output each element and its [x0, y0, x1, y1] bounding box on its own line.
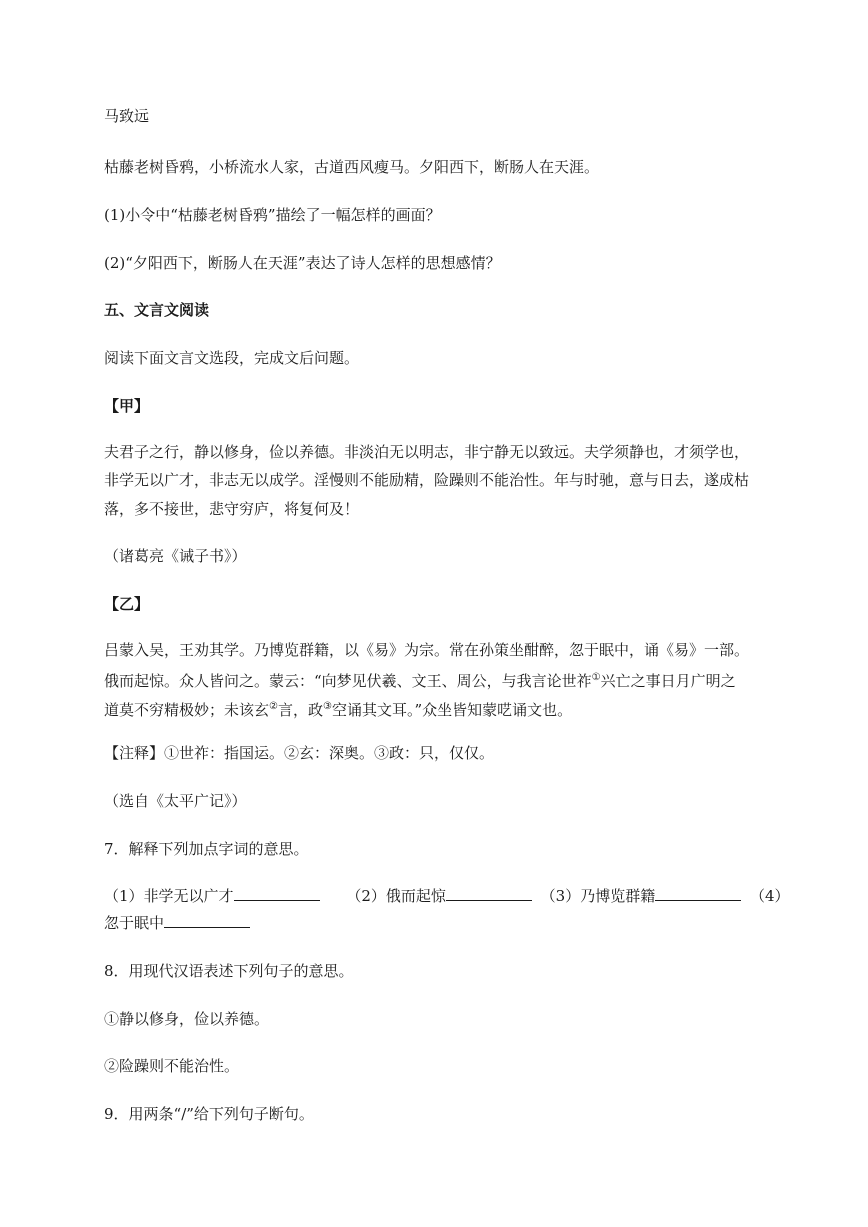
answer-blank-1[interactable] [234, 886, 320, 901]
footnote-marker-2: ② [269, 701, 278, 712]
poem-text: 枯藤老树昏鸦，小桥流水人家，古道西风瘦马。夕阳西下，断肠人在天涯。 [104, 158, 600, 176]
passage-label-yi: 【乙】 [104, 595, 150, 613]
question-8-sentence-2: ②险躁则不能治性。 [104, 1057, 240, 1075]
question-7: 7．解释下列加点字词的意思。 [104, 840, 309, 858]
question-9: 9．用两条“/”给下列句子断句。 [104, 1105, 314, 1123]
footnote-marker-3: ③ [323, 701, 332, 712]
passage-jia-line-1: 夫君子之行，静以修身，俭以养德。非淡泊无以明志，非宁静无以致远。夫学须静也，才须学也， [104, 443, 750, 461]
question-2: (2)“夕阳西下，断肠人在天涯”表达了诗人怎样的思想感情？ [104, 254, 501, 272]
answer-blank-3[interactable] [655, 886, 741, 901]
passage-yi-line-3: 道莫不穷精极妙；未该玄②言，政③空诵其文耳。”众坐皆知蒙呓诵文也。 [104, 701, 573, 719]
question-8: 8．用现代汉语表述下列句子的意思。 [104, 962, 354, 980]
passage-yi-line-1: 吕蒙入吴，王劝其学。乃博览群籍，以《易》为宗。常在孙策坐酣醉，忽于眠中，诵《易》一部。 [104, 641, 750, 659]
source-jia: （诸葛亮《诫子书》） [104, 547, 247, 565]
passage-label-jia: 【甲】 [104, 397, 150, 415]
author-name: 马致远 [104, 107, 150, 125]
question-7-items: （1）非学无以广才 （2）俄而起惊 （3）乃博览群籍 （4） [104, 887, 790, 905]
question-7-item-4: 忽于眠中 [104, 913, 774, 933]
footnote-marker-1: ① [591, 672, 601, 683]
passage-jia-line-3: 落，多不接世，悲守穷庐，将复何及！ [104, 500, 360, 518]
question-1: (1)小令中“枯藤老树昏鸦”描绘了一幅怎样的画面？ [104, 206, 441, 224]
question-8-sentence-1: ①静以修身，俭以养德。 [104, 1010, 270, 1028]
instruction-text: 阅读下面文言文选段，完成文后问题。 [104, 349, 360, 367]
passage-jia-line-2: 非学无以广才，非志无以成学。淫慢则不能励精，险躁则不能治性。年与时驰，意与日去，遂成枯 [104, 471, 750, 489]
source-yi: （选自《太平广记》） [104, 792, 247, 810]
annotation-text: 【注释】①世祚：指国运。②玄：深奥。③政：只，仅仅。 [104, 744, 495, 762]
answer-blank-2[interactable] [446, 886, 532, 901]
answer-blank-4[interactable] [164, 913, 250, 928]
section-heading: 五、文言文阅读 [104, 301, 210, 319]
passage-yi-line-2: 俄而起惊。众人皆问之。蒙云：“向梦见伏羲、文王、周公，与我言论世祚①兴亡之事日月广明之 [104, 672, 736, 690]
